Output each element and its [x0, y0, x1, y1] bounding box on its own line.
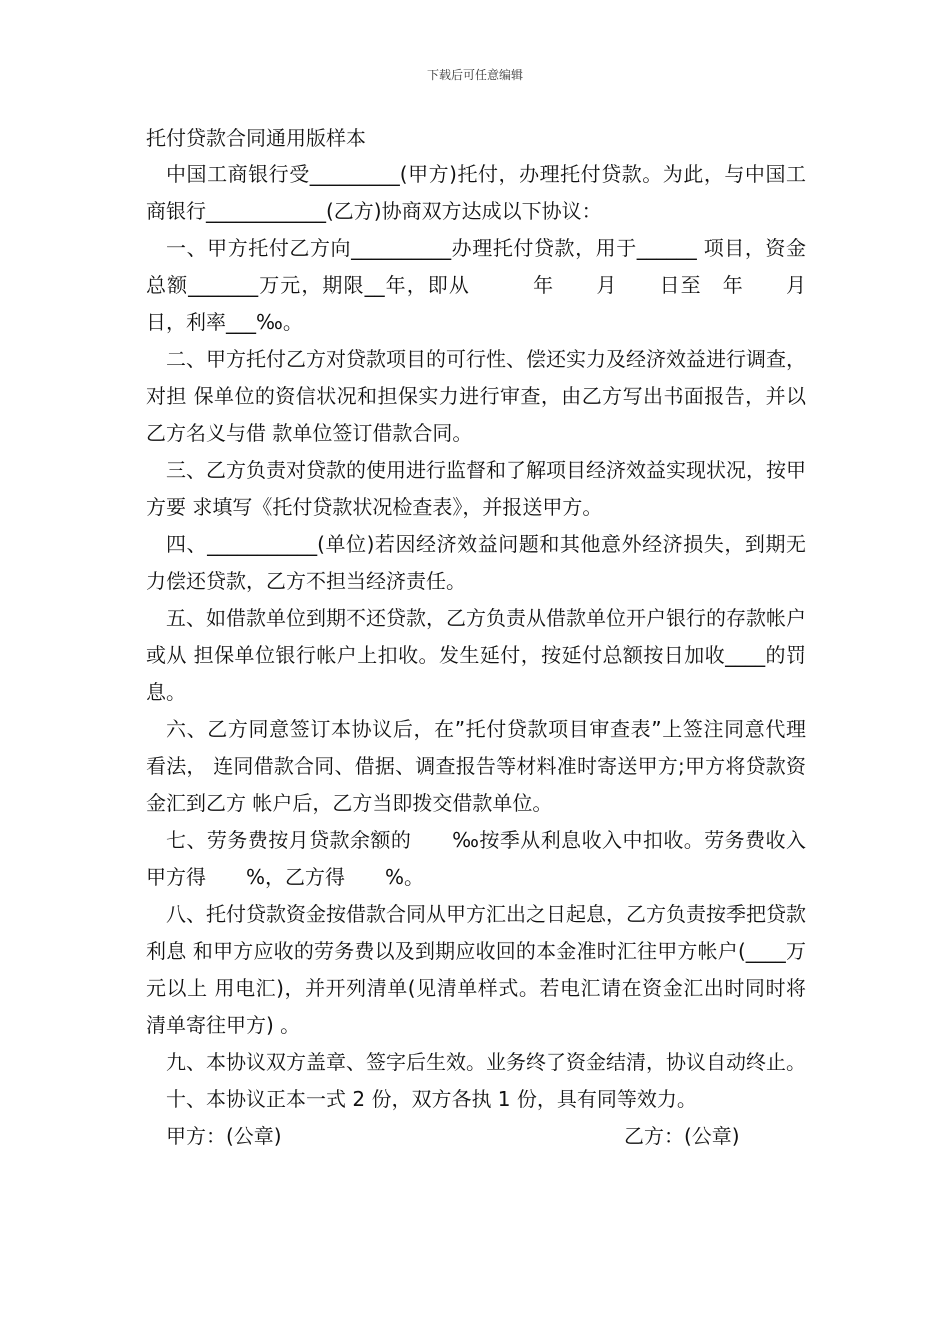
paragraph-clause-9: 九、本协议双方盖章、签字后生效。业务终了资金结清，协议自动终止。 [166, 1050, 806, 1074]
paragraph-clause-10: 十、本协议正本一式 2 份，双方各执 1 份，具有同等效力。 [166, 1087, 697, 1111]
party-b-signature: 乙方：(公章) [624, 1124, 740, 1148]
party-a-signature: 甲方：(公章) [166, 1124, 282, 1148]
paragraph-clause-1: 一、甲方托付乙方向__________办理托付贷款，用于______ 项目，资金总额_______万元，期限__年，即从 年 月 日至 年 月 日，利率___‰。 [146, 236, 826, 334]
paragraph-clause-8: 八、托付贷款资金按借款合同从甲方汇出之日起息，乙方负责按季把贷款利息 和甲方应收的劳务费以及到期应收回的本金准时汇往甲方帐户(____万元以上 用电汇)，并开列清单(见清单样式。若电汇请在资金汇出时同时将清单寄往甲方) 。 [146, 902, 806, 1037]
paragraph-clause-7: 七、劳务费按月贷款余额的 ‰按季从利息收入中扣收。劳务费收入甲方得 %，乙方得 %。 [146, 828, 806, 889]
document-title: 托付贷款合同通用版样本 [146, 126, 366, 150]
paragraph-clause-2: 二、甲方托付乙方对贷款项目的可行性、偿还实力及经济效益进行调查，对担 保单位的资信状况和担保实力进行审查，由乙方写出书面报告，并以乙方名义与借 款单位签订借款合同。 [146, 347, 806, 445]
paragraph-clause-3: 三、乙方负责对贷款的使用进行监督和了解项目经济效益实现状况，按甲方要 求填写《托付贷款状况检查表》，并报送甲方。 [146, 458, 806, 519]
contract-document [146, 122, 826, 1155]
paragraph-clause-4: 四、___________(单位)若因经济效益问题和其他意外经济损失，到期无力偿还贷款，乙方不担当经济责任。 [146, 532, 806, 593]
page-header-note: 下载后可任意编辑 [426, 68, 523, 82]
paragraph-intro: 中国工商银行受_________(甲方)托付，办理托付贷款。为此，与中国工商银行____________(乙方)协商双方达成以下协议： [146, 162, 806, 223]
signature-row [146, 1118, 806, 1155]
paragraph-clause-6: 六、乙方同意签订本协议后，在”托付贷款项目审查表”上签注同意代理看法， 连同借款合同、借据、调查报告等材料准时寄送甲方;甲方将贷款资金汇到乙方 帐户后，乙方当即拨交借款单位。 [146, 717, 806, 815]
paragraph-clause-5: 五、如借款单位到期不还贷款，乙方负责从借款单位开户银行的存款帐户或从 担保单位银行帐户上扣收。发生延付，按延付总额按日加收____的罚息。 [146, 606, 806, 704]
